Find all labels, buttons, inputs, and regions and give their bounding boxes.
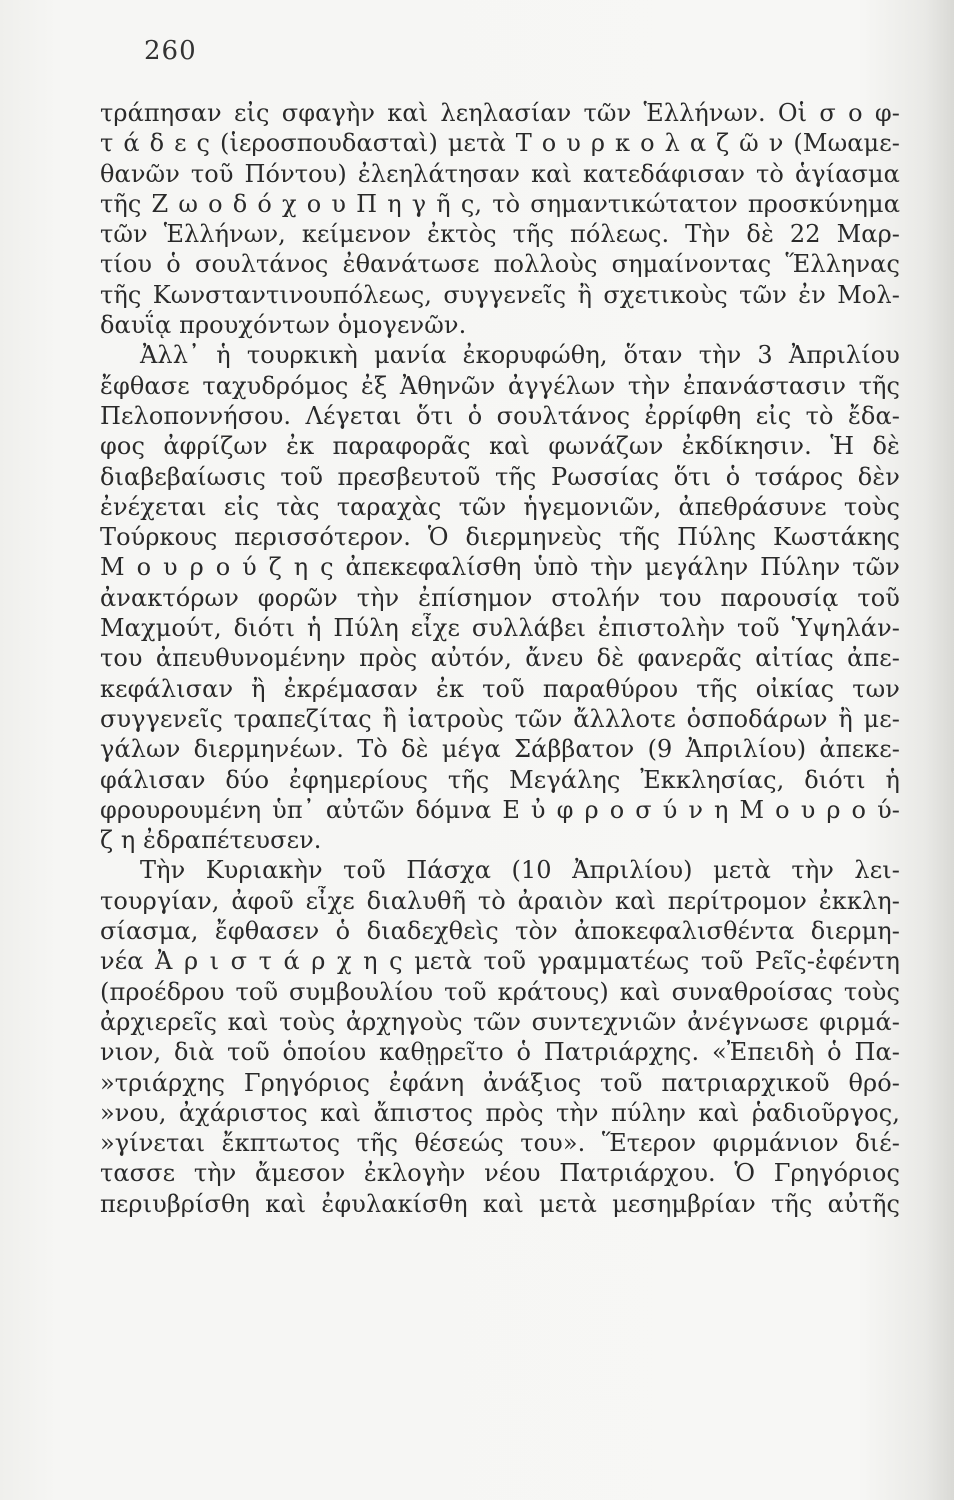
- text-line: διαβεβαίωσις τοῦ πρεσβευτοῦ τῆς Ρωσσίας ὅτι ὁ τσάρος δὲν: [100, 462, 900, 491]
- text-line: φάλισαν δύο ἐφημερίους τῆς Μεγάλης Ἐκκλησίας, διότι ἡ: [100, 765, 900, 794]
- text-line: τράπησαν εἰς σφαγὴν καὶ λεηλασίαν τῶν Ἑλλήνων. Οἱ σ ο φ-: [100, 99, 900, 127]
- body-text: [100, 98, 900, 1219]
- text-line: ἐνέχεται εἰς τὰς ταραχὰς τῶν ἡγεμονιῶν, ἀπεθράσυνε τοὺς: [100, 492, 900, 521]
- text-line: τ ά δ ε ς (ἱεροσπουδασταὶ) μετὰ Τ ο υ ρ κ ο λ α ζ ῶ ν (Μωαμε-: [100, 129, 900, 158]
- text-line: κεφάλισαν ἢ ἐκρέμασαν ἐκ τοῦ παραθύρου τῆς οἰκίας των: [100, 674, 900, 703]
- text-line: Πελοποννήσου. Λέγεται ὅτι ὁ σουλτάνος ἐρρίφθη εἰς τὸ ἔδα-: [100, 401, 900, 430]
- text-line: τῆς Ζ ω ο δ ό χ ο υ Π η γ ῆ ς, τὸ σημαντικώτατον προσκύνημα: [100, 189, 900, 218]
- text-line: Μ ο υ ρ ο ύ ζ η ς ἀπεκεφαλίσθη ὑπὸ τὴν μεγάλην Πύλην τῶν: [100, 553, 900, 582]
- text-line: σίασμα, ἔφθασεν ὁ διαδεχθεὶς τὸν ἀποκεφαλισθέντα διερμη-: [100, 917, 900, 946]
- text-line: φρουρουμένη ὑπ᾿ αὐτῶν δόμνα Ε ὐ φ ρ ο σ ύ ν η Μ ο υ ρ ο ύ-: [100, 795, 900, 824]
- text-line: Ἀλλ᾿ ἡ τουρκικὴ μανία ἐκορυφώθη, ὅταν τὴν 3 Ἀπριλίου: [140, 341, 900, 370]
- page-number: 260: [144, 36, 197, 66]
- text-line: δαυΐᾳ προυχόντων ὁμογενῶν.: [100, 311, 467, 340]
- text-line: περιυβρίσθη καὶ ἐφυλακίσθη καὶ μετὰ μεσημβρίαν τῆς αὐτῆς: [100, 1189, 900, 1218]
- text-line: συγγενεῖς τραπεζίτας ἢ ἰατροὺς τῶν ἄλλλοτε ὁσποδάρων ἢ με-: [100, 704, 900, 733]
- text-line: ἔφθασε ταχυδρόμος ἐξ Ἀθηνῶν ἀγγέλων τὴν ἐπανάστασιν τῆς: [100, 371, 900, 400]
- text-line: τῶν Ἑλλήνων, κείμενον ἐκτὸς τῆς πόλεως. Τὴν δὲ 22 Μαρ-: [100, 220, 900, 249]
- text-line: »νου, ἀχάριστος καὶ ἄπιστος πρὸς τὴν πύλην καὶ ῥαδιοῦργος,: [100, 1098, 900, 1127]
- text-line: θανῶν τοῦ Πόντου) ἐλεηλάτησαν καὶ κατεδάφισαν τὸ ἁγίασμα: [100, 159, 900, 188]
- text-line: Μαχμούτ, διότι ἡ Πύλη εἶχε συλλάβει ἐπιστολὴν τοῦ Ὑψηλάν-: [100, 614, 900, 643]
- text-line: γάλων διερμηνέων. Τὸ δὲ μέγα Σάββατον (9 Ἀπριλίου) ἀπεκε-: [100, 735, 900, 764]
- text-line: Τὴν Κυριακὴν τοῦ Πάσχα (10 Ἀπριλίου) μετὰ τὴν λει-: [140, 856, 900, 885]
- text-line: νέα Ἀ ρ ι σ τ ά ρ χ η ς μετὰ τοῦ γραμματέως τοῦ Ρεῖς-ἐφέντη: [100, 947, 900, 976]
- text-line: τουργίαν, ἀφοῦ εἶχε διαλυθῆ τὸ ἀραιὸν καὶ περίτρομον ἐκκλη-: [100, 886, 900, 915]
- text-line: τίου ὁ σουλτάνος ἐθανάτωσε πολλοὺς σημαίνοντας Ἕλληνας: [100, 250, 900, 279]
- text-line: ἀνακτόρων φορῶν τὴν ἐπίσημον στολήν του παρουσίᾳ τοῦ: [100, 583, 900, 612]
- text-line: του ἀπευθυνομένην πρὸς αὐτόν, ἄνευ δὲ φανερᾶς αἰτίας ἀπε-: [100, 644, 900, 673]
- text-line: ἀρχιερεῖς καὶ τοὺς ἀρχηγοὺς τῶν συντεχνιῶν ἀνέγνωσε φιρμά-: [100, 1007, 900, 1036]
- text-line: Τούρκους περισσότερον. Ὁ διερμηνεὺς τῆς Πύλης Κωστάκης: [100, 523, 900, 552]
- text-line: ζ η ἐδραπέτευσεν.: [100, 826, 322, 855]
- text-line: »τριάρχης Γρηγόριος ἐφάνη ἀνάξιος τοῦ πατριαρχικοῦ θρό-: [100, 1068, 900, 1097]
- text-line: τασσε τὴν ἄμεσον ἐκλογὴν νέου Πατριάρχου. Ὁ Γρηγόριος: [100, 1159, 900, 1188]
- text-line: (προέδρου τοῦ συμβουλίου τοῦ κράτους) καὶ συναθροίσας τοὺς: [100, 977, 900, 1006]
- text-line: τῆς Κωνσταντινουπόλεως, συγγενεῖς ἢ σχετικοὺς τῶν ἐν Μολ-: [100, 280, 900, 309]
- text-line: νιον, διὰ τοῦ ὁποίου καθῃρεῖτο ὁ Πατριάρχης. «Ἐπειδὴ ὁ Πα-: [100, 1038, 900, 1067]
- text-line: φος ἀφρίζων ἐκ παραφορᾶς καὶ φωνάζων ἐκδίκησιν. Ἡ δὲ: [100, 432, 900, 461]
- text-line: »γίνεται ἔκπτωτος τῆς θέσεώς του». Ἕτερον φιρμάνιον διέ-: [100, 1129, 900, 1158]
